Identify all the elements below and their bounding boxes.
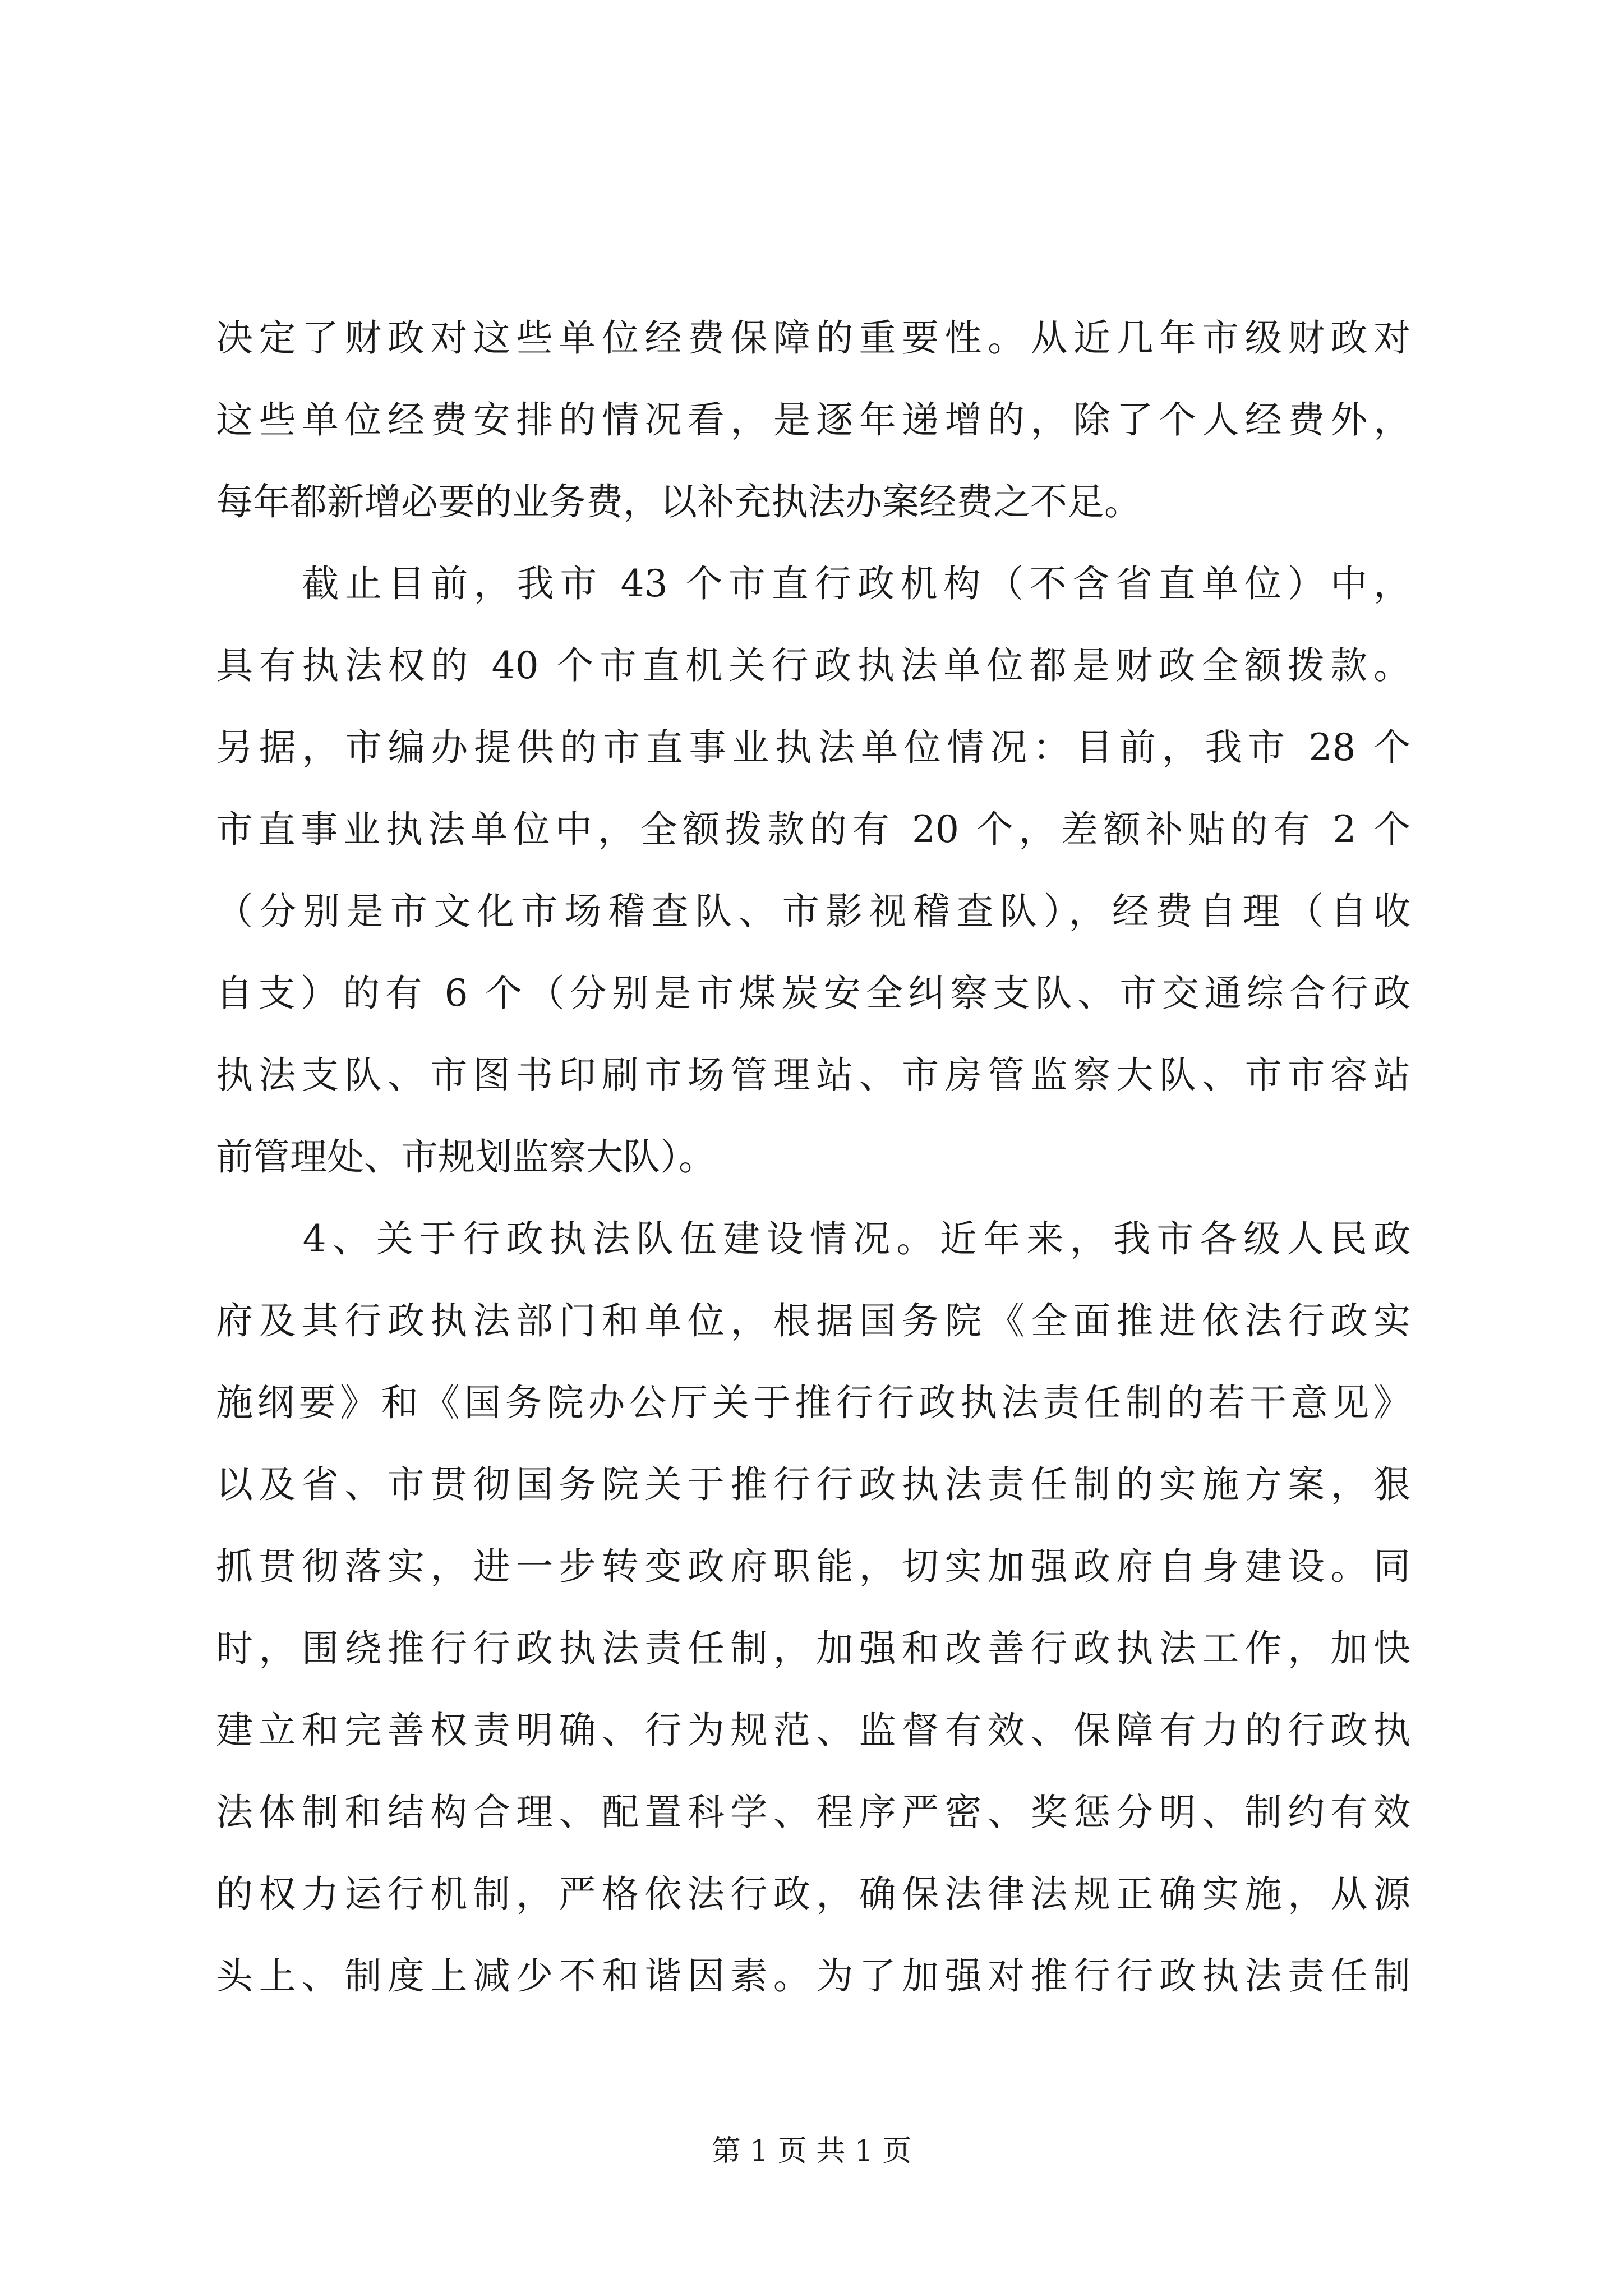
text-line: 施纲要》和《国务院办公厅关于推行行政执法责任制的若干意见》: [216, 1381, 1410, 1424]
body-text: [216, 297, 1410, 2017]
text-line: 决定了财政对这些单位经费保障的重要性。从近几年市级财政对: [216, 316, 1410, 360]
text-line: 自支）的有 6 个（分别是市煤炭安全纠察支队、市交通综合行政: [216, 972, 1410, 1015]
text-line: 抓贯彻落实，进一步转变政府职能，切实加强政府自身建设。同: [216, 1545, 1410, 1588]
text-line: 头上、制度上减少不和谐因素。为了加强对推行行政执法责任制: [216, 1954, 1410, 1998]
text-line: 具有执法权的 40 个市直机关行政执法单位都是财政全额拨款。: [216, 644, 1410, 687]
text-line: 另据，市编办提供的市直事业执法单位情况：目前，我市 28 个: [216, 726, 1410, 769]
text-line: 4、关于行政执法队伍建设情况。近年来，我市各级人民政: [216, 1217, 1410, 1260]
page-number-footer: 第 1 页 共 1 页: [711, 2134, 912, 2168]
text-line: 前管理处、市规划监察大队）。: [216, 1135, 716, 1179]
text-line: 以及省、市贯彻国务院关于推行行政执法责任制的实施方案，狠: [216, 1463, 1410, 1506]
text-line: 截止目前，我市 43 个市直行政机构（不含省直单位）中，: [216, 562, 1410, 605]
text-line: 市直事业执法单位中，全额拨款的有 20 个，差额补贴的有 2 个: [216, 808, 1410, 851]
text-line: 这些单位经费安排的情况看，是逐年递增的，除了个人经费外，: [216, 398, 1410, 441]
text-line: 建立和完善权责明确、行为规范、监督有效、保障有力的行政执: [216, 1709, 1410, 1752]
text-line: 执法支队、市图书印刷市场管理站、市房管监察大队、市市容站: [216, 1053, 1410, 1097]
text-line: 法体制和结构合理、配置科学、程序严密、奖惩分明、制约有效: [216, 1791, 1410, 1834]
text-line: 府及其行政执法部门和单位，根据国务院《全面推进依法行政实: [216, 1299, 1410, 1342]
text-line: 每年都新增必要的业务费，以补充执法办案经费之不足。: [216, 480, 1141, 523]
text-line: （分别是市文化市场稽查队、市影视稽查队），经费自理（自收: [216, 890, 1410, 933]
text-line: 的权力运行机制，严格依法行政，确保法律法规正确实施，从源: [216, 1872, 1410, 1916]
text-line: 时，围绕推行行政执法责任制，加强和改善行政执法工作，加快: [216, 1627, 1410, 1670]
